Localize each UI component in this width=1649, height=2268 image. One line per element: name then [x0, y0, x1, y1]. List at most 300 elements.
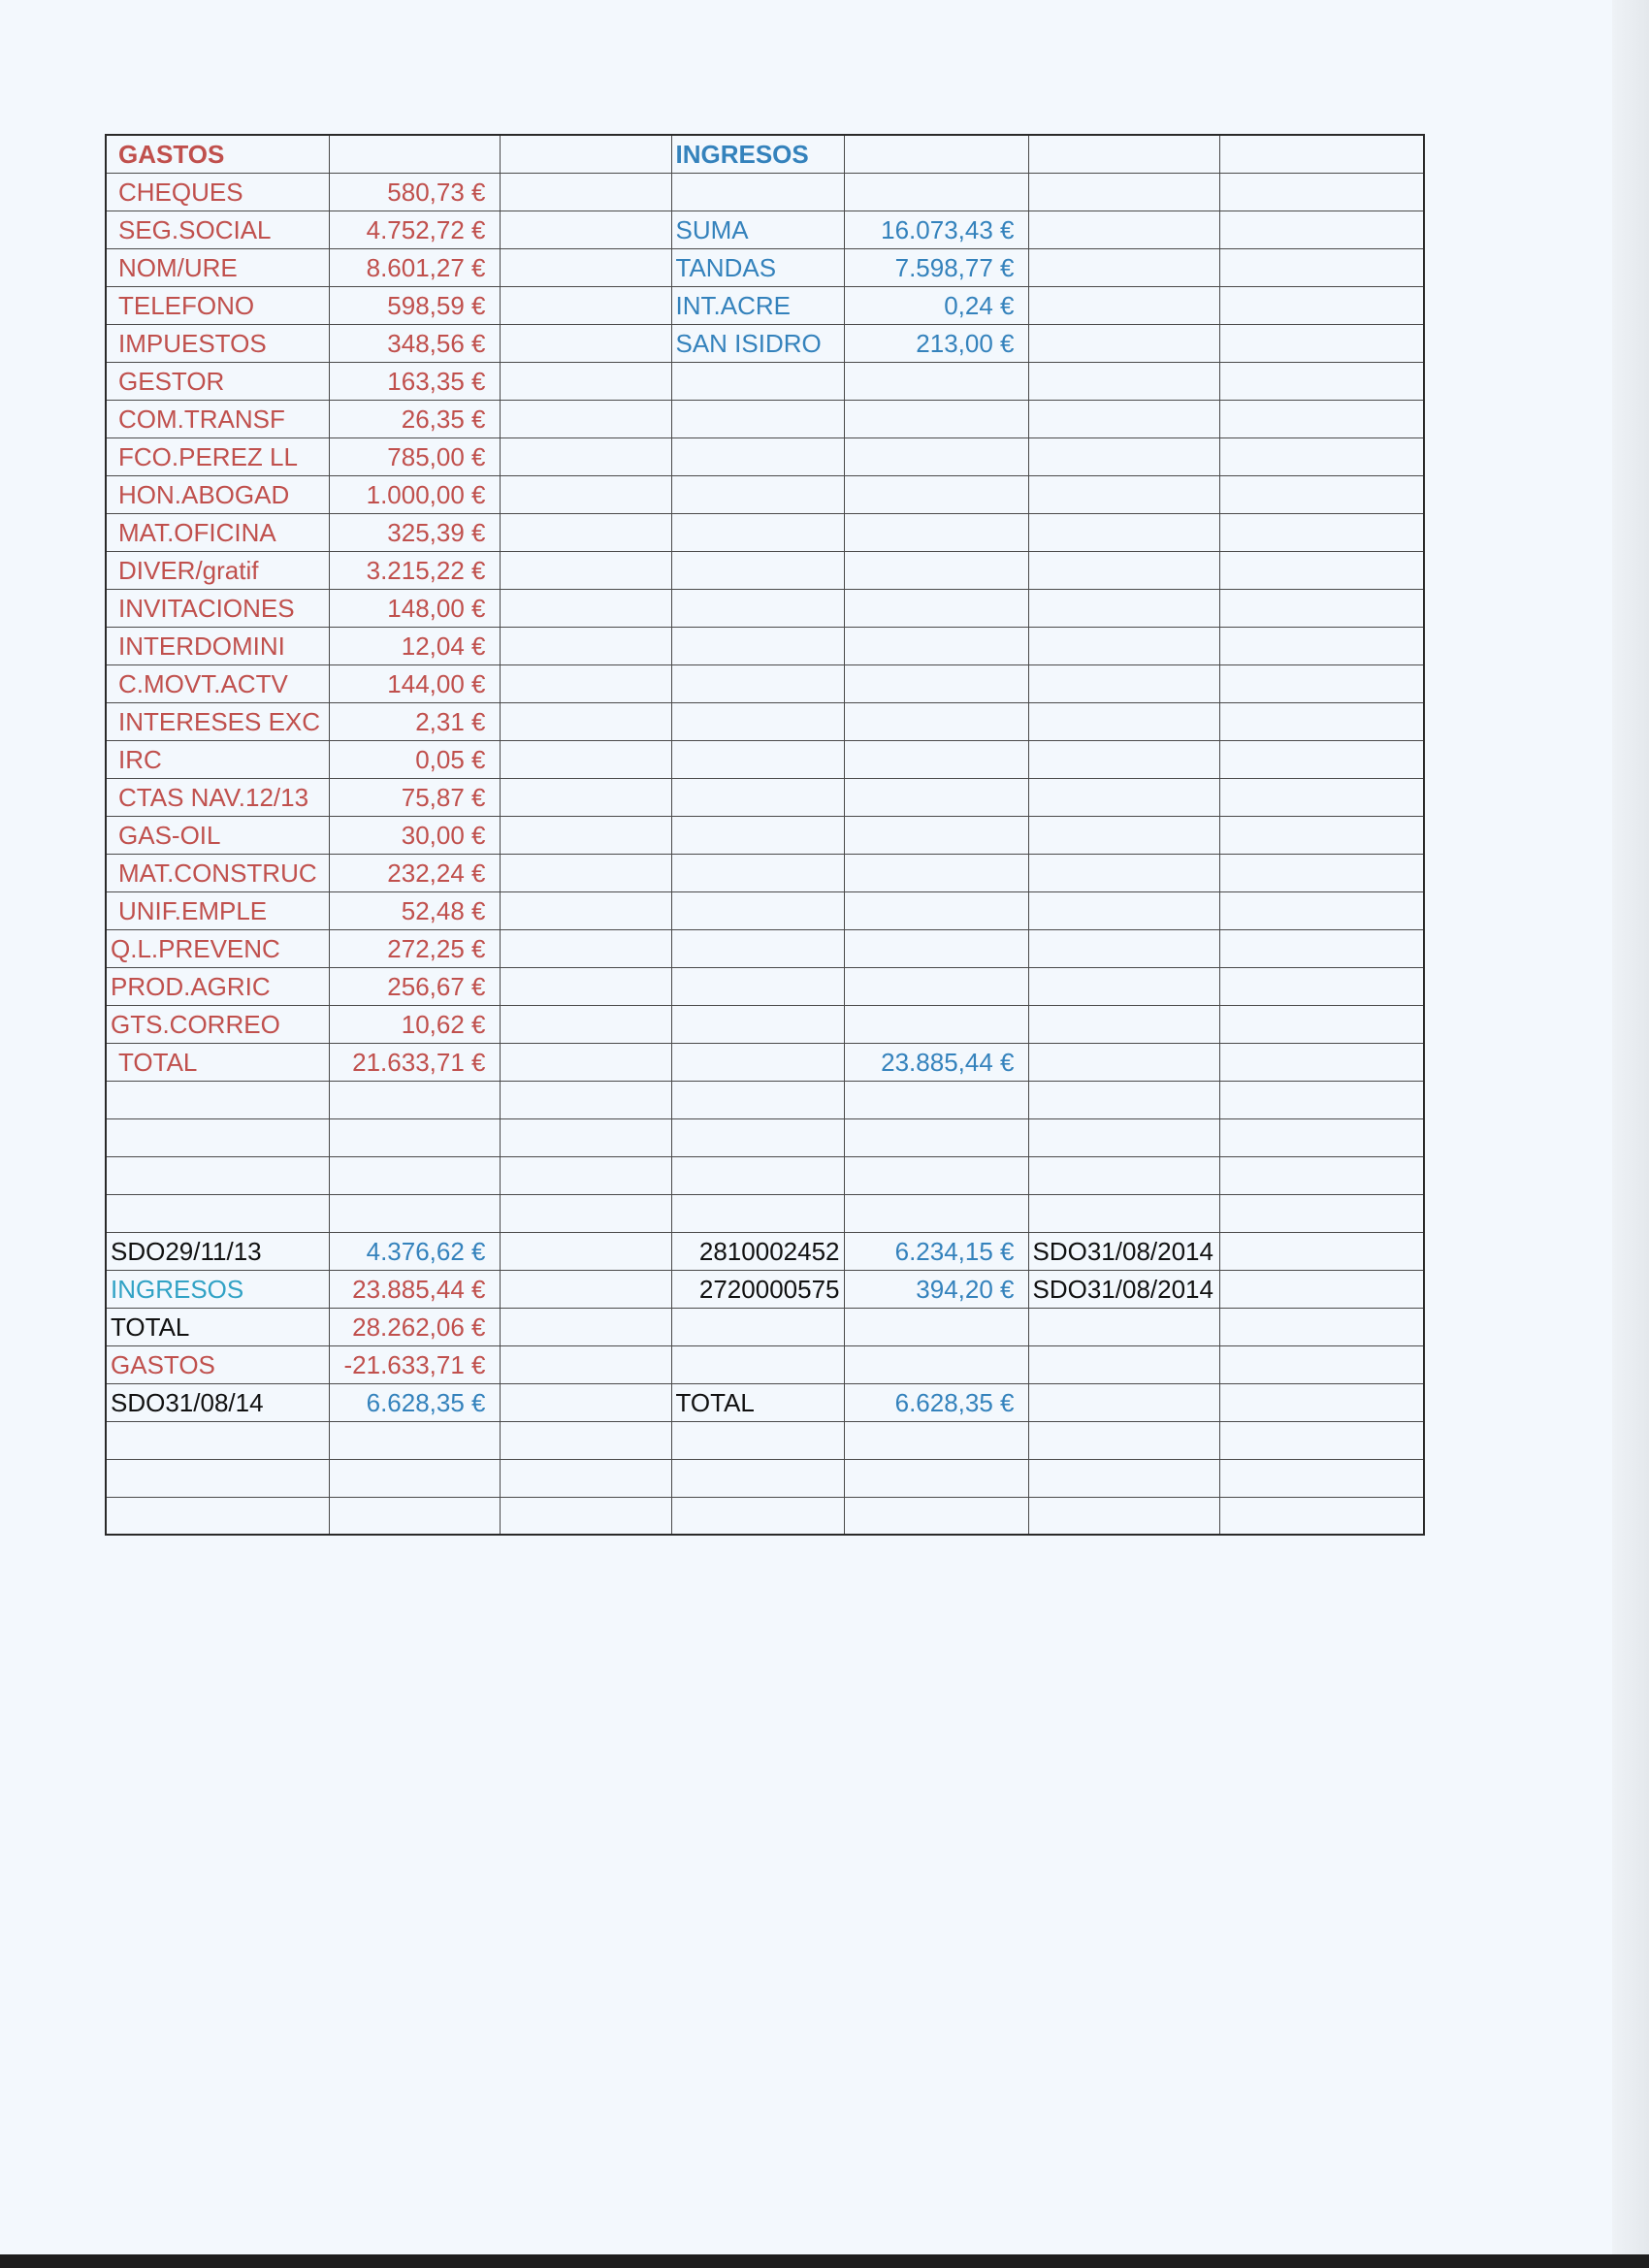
- empty-cell: [844, 173, 1028, 211]
- sheet-row: [106, 589, 1424, 627]
- sheet-row: [106, 1232, 1424, 1270]
- empty-cell: [106, 1194, 329, 1232]
- empty-cell: [844, 551, 1028, 589]
- empty-cell: [671, 929, 844, 967]
- gastos-item-label: CHEQUES: [106, 173, 329, 211]
- empty-cell: [500, 1194, 671, 1232]
- empty-cell: [1028, 324, 1219, 362]
- empty-cell: [844, 1308, 1028, 1345]
- empty-cell: [671, 1043, 844, 1081]
- gastos-item-label: INVITACIONES: [106, 589, 329, 627]
- empty-cell: [500, 740, 671, 778]
- empty-cell: [329, 1497, 500, 1535]
- ledger-sheet: [105, 134, 1425, 1536]
- gastos-item-amount: 598,59 €: [329, 286, 500, 324]
- empty-cell: [500, 324, 671, 362]
- empty-cell: [106, 1156, 329, 1194]
- account-amount: 394,20 €: [844, 1270, 1028, 1308]
- empty-cell: [1219, 437, 1424, 475]
- empty-cell: [500, 627, 671, 664]
- empty-cell: [500, 1118, 671, 1156]
- empty-cell: [844, 1459, 1028, 1497]
- sheet-row: [106, 1459, 1424, 1497]
- account-amount: 6.234,15 €: [844, 1232, 1028, 1270]
- balance-closing-label: SDO31/08/14: [106, 1383, 329, 1421]
- empty-cell: [1028, 211, 1219, 248]
- gastos-item-amount: 52,48 €: [329, 891, 500, 929]
- empty-cell: [500, 702, 671, 740]
- empty-cell: [671, 437, 844, 475]
- gastos-item-label: INTERDOMINI: [106, 627, 329, 664]
- empty-cell: [844, 1194, 1028, 1232]
- empty-cell: [1219, 1232, 1424, 1270]
- sheet-row: [106, 891, 1424, 929]
- empty-cell: [500, 1421, 671, 1459]
- account-number: 2810002452: [671, 1232, 844, 1270]
- empty-cell: [1219, 475, 1424, 513]
- empty-cell: [1219, 664, 1424, 702]
- empty-cell: [1219, 248, 1424, 286]
- empty-cell: [1219, 1118, 1424, 1156]
- empty-cell: [1219, 173, 1424, 211]
- sheet-row: [106, 967, 1424, 1005]
- gastos-item-label: GESTOR: [106, 362, 329, 400]
- empty-cell: [844, 967, 1028, 1005]
- empty-cell: [1219, 627, 1424, 664]
- ingresos-item-label: TANDAS: [671, 248, 844, 286]
- empty-cell: [1219, 1459, 1424, 1497]
- empty-cell: [671, 702, 844, 740]
- empty-cell: [1028, 1421, 1219, 1459]
- empty-cell: [844, 1156, 1028, 1194]
- empty-cell: [1028, 1005, 1219, 1043]
- empty-cell: [500, 286, 671, 324]
- empty-cell: [1219, 1383, 1424, 1421]
- gastos-item-amount: 10,62 €: [329, 1005, 500, 1043]
- empty-cell: [1028, 627, 1219, 664]
- gastos-item-label: IMPUESTOS: [106, 324, 329, 362]
- sheet-row: [106, 1005, 1424, 1043]
- empty-cell: [500, 135, 671, 173]
- sheet-row: [106, 1118, 1424, 1156]
- empty-cell: [671, 1459, 844, 1497]
- empty-cell: [1028, 816, 1219, 854]
- empty-cell: [1028, 702, 1219, 740]
- empty-cell: [1028, 551, 1219, 589]
- empty-cell: [671, 475, 844, 513]
- sheet-row: [106, 816, 1424, 854]
- empty-cell: [1219, 816, 1424, 854]
- empty-cell: [844, 1081, 1028, 1118]
- empty-cell: [844, 1345, 1028, 1383]
- gastos-item-label: MAT.OFICINA: [106, 513, 329, 551]
- empty-cell: [671, 1081, 844, 1118]
- empty-cell: [500, 891, 671, 929]
- empty-cell: [1028, 1383, 1219, 1421]
- empty-cell: [1219, 513, 1424, 551]
- empty-cell: [844, 740, 1028, 778]
- empty-cell: [671, 1308, 844, 1345]
- ingresos-total-amount: 23.885,44 €: [844, 1043, 1028, 1081]
- sheet-row: [106, 1497, 1424, 1535]
- empty-cell: [1028, 475, 1219, 513]
- balance-ingresos-label: INGRESOS: [106, 1270, 329, 1308]
- empty-cell: [329, 1194, 500, 1232]
- empty-cell: [1219, 589, 1424, 627]
- empty-cell: [671, 1345, 844, 1383]
- ingresos-item-label: INT.ACRE: [671, 286, 844, 324]
- empty-cell: [671, 362, 844, 400]
- empty-cell: [500, 1232, 671, 1270]
- empty-cell: [1028, 1345, 1219, 1383]
- empty-cell: [500, 1497, 671, 1535]
- empty-cell: [844, 362, 1028, 400]
- sheet-row: [106, 1194, 1424, 1232]
- balance-total-amount: 28.262,06 €: [329, 1308, 500, 1345]
- empty-cell: [329, 1081, 500, 1118]
- empty-cell: [1219, 135, 1424, 173]
- empty-cell: [500, 1308, 671, 1345]
- empty-cell: [1219, 1308, 1424, 1345]
- ingresos-item-amount: 0,24 €: [844, 286, 1028, 324]
- empty-cell: [1219, 1194, 1424, 1232]
- empty-cell: [500, 1156, 671, 1194]
- gastos-item-label: C.MOVT.ACTV: [106, 664, 329, 702]
- sheet-row: [106, 437, 1424, 475]
- empty-cell: [1219, 1005, 1424, 1043]
- empty-cell: [844, 400, 1028, 437]
- empty-cell: [844, 1118, 1028, 1156]
- sheet-row: [106, 702, 1424, 740]
- sheet-row: [106, 1308, 1424, 1345]
- empty-cell: [500, 664, 671, 702]
- gastos-total-amount: 21.633,71 €: [329, 1043, 500, 1081]
- empty-cell: [1219, 702, 1424, 740]
- empty-cell: [1028, 664, 1219, 702]
- balance-gastos-amount: -21.633,71 €: [329, 1345, 500, 1383]
- empty-cell: [329, 135, 500, 173]
- empty-cell: [671, 816, 844, 854]
- gastos-item-amount: 272,25 €: [329, 929, 500, 967]
- gastos-item-label: MAT.CONSTRUC: [106, 854, 329, 891]
- empty-cell: [1028, 1194, 1219, 1232]
- gastos-item-label: SEG.SOCIAL: [106, 211, 329, 248]
- empty-cell: [844, 816, 1028, 854]
- empty-cell: [844, 1497, 1028, 1535]
- gastos-item-label: Q.L.PREVENC: [106, 929, 329, 967]
- empty-cell: [1219, 1156, 1424, 1194]
- empty-cell: [1219, 1043, 1424, 1081]
- empty-cell: [844, 929, 1028, 967]
- empty-cell: [1219, 1345, 1424, 1383]
- sheet-row: [106, 286, 1424, 324]
- sheet-row: [106, 173, 1424, 211]
- empty-cell: [500, 551, 671, 589]
- empty-cell: [671, 1194, 844, 1232]
- account-balance-date: SDO31/08/2014: [1028, 1270, 1219, 1308]
- empty-cell: [329, 1459, 500, 1497]
- gastos-item-amount: 0,05 €: [329, 740, 500, 778]
- empty-cell: [500, 589, 671, 627]
- empty-cell: [844, 664, 1028, 702]
- ingresos-header: INGRESOS: [671, 135, 844, 173]
- empty-cell: [844, 891, 1028, 929]
- empty-cell: [1219, 740, 1424, 778]
- sheet-row: [106, 513, 1424, 551]
- ingresos-item-label: SAN ISIDRO: [671, 324, 844, 362]
- empty-cell: [671, 551, 844, 589]
- gastos-item-label: DIVER/gratif: [106, 551, 329, 589]
- balance-ingresos-amount: 23.885,44 €: [329, 1270, 500, 1308]
- gastos-header: GASTOS: [106, 135, 329, 173]
- balance-gastos-label: GASTOS: [106, 1345, 329, 1383]
- sheet-row: [106, 324, 1424, 362]
- gastos-item-amount: 785,00 €: [329, 437, 500, 475]
- empty-cell: [671, 1497, 844, 1535]
- empty-cell: [844, 437, 1028, 475]
- empty-cell: [500, 778, 671, 816]
- empty-cell: [500, 1383, 671, 1421]
- empty-cell: [1028, 1043, 1219, 1081]
- empty-cell: [671, 1005, 844, 1043]
- empty-cell: [844, 1005, 1028, 1043]
- empty-cell: [1219, 1270, 1424, 1308]
- empty-cell: [500, 211, 671, 248]
- empty-cell: [1028, 437, 1219, 475]
- gastos-total-label: TOTAL: [106, 1043, 329, 1081]
- empty-cell: [500, 1043, 671, 1081]
- empty-cell: [106, 1118, 329, 1156]
- sheet-row: [106, 551, 1424, 589]
- sheet-row: [106, 248, 1424, 286]
- empty-cell: [1219, 1421, 1424, 1459]
- empty-cell: [671, 854, 844, 891]
- gastos-item-amount: 1.000,00 €: [329, 475, 500, 513]
- empty-cell: [1028, 778, 1219, 816]
- empty-cell: [1219, 400, 1424, 437]
- gastos-item-amount: 26,35 €: [329, 400, 500, 437]
- sheet-row: [106, 211, 1424, 248]
- gastos-item-label: IRC: [106, 740, 329, 778]
- scan-border: [0, 2254, 1649, 2268]
- empty-cell: [671, 1421, 844, 1459]
- ingresos-item-amount: 7.598,77 €: [844, 248, 1028, 286]
- empty-cell: [106, 1421, 329, 1459]
- gastos-item-label: HON.ABOGAD: [106, 475, 329, 513]
- gastos-item-amount: 3.215,22 €: [329, 551, 500, 589]
- sheet-row: [106, 1345, 1424, 1383]
- sheet-row: [106, 627, 1424, 664]
- account-number: 2720000575: [671, 1270, 844, 1308]
- empty-cell: [844, 778, 1028, 816]
- empty-cell: [500, 1081, 671, 1118]
- empty-cell: [1028, 891, 1219, 929]
- empty-cell: [1219, 854, 1424, 891]
- accounts-total-amount: 6.628,35 €: [844, 1383, 1028, 1421]
- gastos-item-amount: 256,67 €: [329, 967, 500, 1005]
- empty-cell: [1028, 362, 1219, 400]
- empty-cell: [671, 173, 844, 211]
- gastos-item-amount: 348,56 €: [329, 324, 500, 362]
- empty-cell: [844, 627, 1028, 664]
- empty-cell: [106, 1497, 329, 1535]
- ledger-body: [106, 135, 1424, 1535]
- balance-opening-label: SDO29/11/13: [106, 1232, 329, 1270]
- gastos-item-label: FCO.PEREZ LL: [106, 437, 329, 475]
- empty-cell: [500, 854, 671, 891]
- gastos-item-amount: 2,31 €: [329, 702, 500, 740]
- empty-cell: [500, 929, 671, 967]
- gastos-item-amount: 325,39 €: [329, 513, 500, 551]
- empty-cell: [1219, 891, 1424, 929]
- gastos-item-amount: 8.601,27 €: [329, 248, 500, 286]
- empty-cell: [844, 854, 1028, 891]
- empty-cell: [1219, 1081, 1424, 1118]
- empty-cell: [329, 1118, 500, 1156]
- sheet-row: [106, 1270, 1424, 1308]
- sheet-row: [106, 1081, 1424, 1118]
- empty-cell: [1219, 967, 1424, 1005]
- sheet-row: [106, 1383, 1424, 1421]
- gastos-item-amount: 580,73 €: [329, 173, 500, 211]
- accounts-total-label: TOTAL: [671, 1383, 844, 1421]
- empty-cell: [1028, 513, 1219, 551]
- empty-cell: [1219, 362, 1424, 400]
- empty-cell: [500, 816, 671, 854]
- sheet-row: [106, 362, 1424, 400]
- empty-cell: [671, 513, 844, 551]
- sheet-row: [106, 664, 1424, 702]
- empty-cell: [1219, 778, 1424, 816]
- gastos-item-label: PROD.AGRIC: [106, 967, 329, 1005]
- sheet-row: [106, 1043, 1424, 1081]
- gastos-item-label: UNIF.EMPLE: [106, 891, 329, 929]
- empty-cell: [500, 1005, 671, 1043]
- empty-cell: [1028, 1081, 1219, 1118]
- sheet-row: [106, 740, 1424, 778]
- empty-cell: [1028, 1118, 1219, 1156]
- sheet-row: [106, 135, 1424, 173]
- gastos-item-label: INTERESES EXC: [106, 702, 329, 740]
- empty-cell: [1219, 211, 1424, 248]
- ingresos-item-amount: 16.073,43 €: [844, 211, 1028, 248]
- sheet-row: [106, 778, 1424, 816]
- gastos-item-amount: 148,00 €: [329, 589, 500, 627]
- balance-opening-amount: 4.376,62 €: [329, 1232, 500, 1270]
- empty-cell: [671, 1118, 844, 1156]
- empty-cell: [671, 1156, 844, 1194]
- sheet-row: [106, 854, 1424, 891]
- empty-cell: [844, 702, 1028, 740]
- empty-cell: [1028, 967, 1219, 1005]
- empty-cell: [671, 627, 844, 664]
- empty-cell: [844, 475, 1028, 513]
- empty-cell: [1028, 286, 1219, 324]
- empty-cell: [500, 1270, 671, 1308]
- empty-cell: [844, 589, 1028, 627]
- gastos-item-label: NOM/URE: [106, 248, 329, 286]
- empty-cell: [844, 1421, 1028, 1459]
- empty-cell: [1028, 740, 1219, 778]
- page-edge-shadow: [1612, 0, 1649, 2268]
- empty-cell: [500, 248, 671, 286]
- empty-cell: [500, 967, 671, 1005]
- empty-cell: [1219, 929, 1424, 967]
- empty-cell: [1028, 173, 1219, 211]
- empty-cell: [1219, 286, 1424, 324]
- gastos-item-amount: 30,00 €: [329, 816, 500, 854]
- empty-cell: [1028, 929, 1219, 967]
- gastos-item-amount: 232,24 €: [329, 854, 500, 891]
- empty-cell: [500, 173, 671, 211]
- empty-cell: [671, 400, 844, 437]
- gastos-item-amount: 12,04 €: [329, 627, 500, 664]
- empty-cell: [1028, 1308, 1219, 1345]
- empty-cell: [1028, 1497, 1219, 1535]
- empty-cell: [329, 1156, 500, 1194]
- sheet-row: [106, 929, 1424, 967]
- empty-cell: [1028, 1459, 1219, 1497]
- sheet-row: [106, 400, 1424, 437]
- sheet-row: [106, 1156, 1424, 1194]
- empty-cell: [1028, 1156, 1219, 1194]
- empty-cell: [1028, 400, 1219, 437]
- empty-cell: [500, 1459, 671, 1497]
- empty-cell: [500, 513, 671, 551]
- gastos-item-label: GTS.CORREO: [106, 1005, 329, 1043]
- empty-cell: [844, 135, 1028, 173]
- ingresos-item-label: SUMA: [671, 211, 844, 248]
- empty-cell: [500, 362, 671, 400]
- empty-cell: [1028, 589, 1219, 627]
- gastos-item-amount: 163,35 €: [329, 362, 500, 400]
- empty-cell: [500, 400, 671, 437]
- empty-cell: [671, 891, 844, 929]
- account-balance-date: SDO31/08/2014: [1028, 1232, 1219, 1270]
- empty-cell: [671, 967, 844, 1005]
- gastos-item-amount: 4.752,72 €: [329, 211, 500, 248]
- empty-cell: [500, 1345, 671, 1383]
- empty-cell: [671, 740, 844, 778]
- empty-cell: [1028, 854, 1219, 891]
- empty-cell: [106, 1081, 329, 1118]
- sheet-row: [106, 475, 1424, 513]
- empty-cell: [671, 589, 844, 627]
- empty-cell: [844, 513, 1028, 551]
- empty-cell: [1219, 324, 1424, 362]
- empty-cell: [1028, 248, 1219, 286]
- ingresos-item-amount: 213,00 €: [844, 324, 1028, 362]
- empty-cell: [106, 1459, 329, 1497]
- empty-cell: [1028, 135, 1219, 173]
- empty-cell: [671, 664, 844, 702]
- empty-cell: [1219, 1497, 1424, 1535]
- empty-cell: [500, 475, 671, 513]
- balance-closing-amount: 6.628,35 €: [329, 1383, 500, 1421]
- empty-cell: [1219, 551, 1424, 589]
- gastos-item-label: CTAS NAV.12/13: [106, 778, 329, 816]
- empty-cell: [500, 437, 671, 475]
- gastos-item-amount: 75,87 €: [329, 778, 500, 816]
- gastos-item-label: TELEFONO: [106, 286, 329, 324]
- gastos-item-label: COM.TRANSF: [106, 400, 329, 437]
- empty-cell: [329, 1421, 500, 1459]
- gastos-item-label: GAS-OIL: [106, 816, 329, 854]
- balance-total-label: TOTAL: [106, 1308, 329, 1345]
- sheet-row: [106, 1421, 1424, 1459]
- empty-cell: [671, 778, 844, 816]
- gastos-item-amount: 144,00 €: [329, 664, 500, 702]
